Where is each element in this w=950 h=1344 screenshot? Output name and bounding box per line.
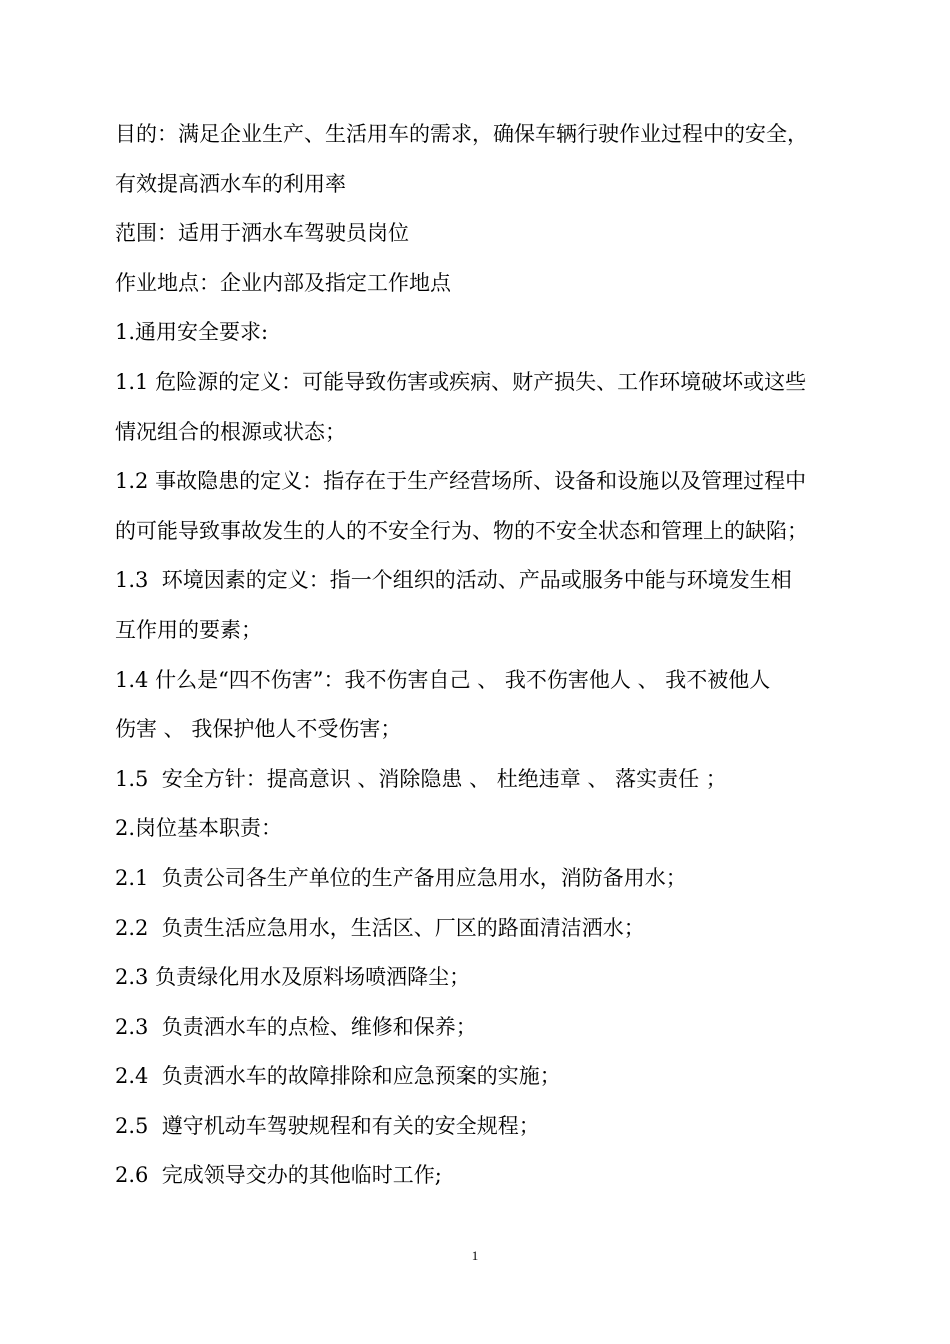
text-line-2-5: 2.5 遵守机动车驾驶规程和有关的安全规程； [115, 1113, 540, 1138]
text-line-1-1-cont: 情况组合的根源或状态； [115, 419, 346, 444]
text-line-2-1: 2.1 负责公司各生产单位的生产备用应急用水，消防备用水； [115, 865, 687, 890]
text-line-2-4: 2.4 负责洒水车的故障排除和应急预案的实施； [115, 1064, 561, 1089]
text-line-location: 作业地点：企业内部及指定工作地点 [115, 270, 451, 295]
text-line-purpose: 目的：满足企业生产、生活用车的需求，确保车辆行驶作业过程中的安全， [115, 122, 808, 146]
text-line-1-1: 1.1 危险源的定义：可能导致伤害或疾病、财产损失、工作环境破坏或这些 [115, 369, 807, 394]
section-heading-duties: 2.岗位基本职责： [115, 816, 283, 841]
text-line-purpose-cont: 有效提高洒水车的利用率 [115, 171, 346, 196]
text-line-2-6: 2.6 完成领导交办的其他临时工作; [115, 1163, 442, 1188]
page-number: 1 [471, 1248, 479, 1263]
text-line-1-5: 1.5 安全方针：提高意识 、消除隐患 、 杜绝违章 、 落实责任 ； [115, 766, 727, 791]
text-line-1-2-cont: 的可能导致事故发生的人的不安全行为、物的不安全状态和管理上的缺陷； [115, 518, 808, 543]
text-line-1-4: 1.4 什么是“四不伤害”：我不伤害自己 、 我不伤害他人 、 我不被他人 [115, 667, 771, 692]
text-line-2-2: 2.2 负责生活应急用水，生活区、厂区的路面清洁洒水； [115, 915, 645, 940]
text-line-1-4-cont: 伤害 、 我保护他人不受伤害； [115, 717, 402, 742]
document-body [115, 110, 840, 1201]
text-line-1-2: 1.2 事故隐患的定义：指存在于生产经营场所、设备和设施以及管理过程中 [115, 469, 807, 494]
text-line-2-3b: 2.3 负责洒水车的点检、维修和保养； [115, 1014, 477, 1039]
text-line-1-3-cont: 互作用的要素； [115, 617, 262, 642]
text-line-1-3: 1.3 环境因素的定义：指一个组织的活动、产品或服务中能与环境发生相 [115, 568, 792, 593]
section-heading-safety: 1.通用安全要求: [115, 320, 269, 345]
text-line-2-3a: 2.3 负责绿化用水及原料场喷洒降尘； [115, 965, 471, 990]
text-line-scope: 范围：适用于洒水车驾驶员岗位 [115, 221, 409, 246]
